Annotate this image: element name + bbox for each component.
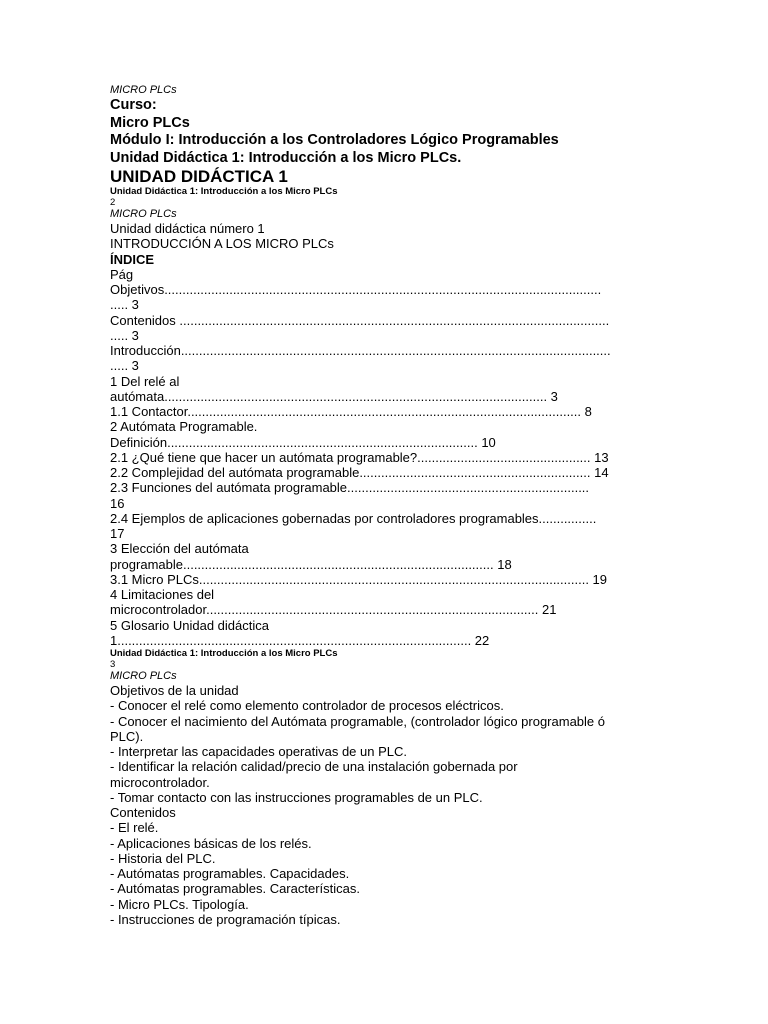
- document-line: Unidad Didáctica 1: Introducción a los Micro PLCs: [110, 648, 338, 659]
- document-line: - Instrucciones de programación típicas.: [110, 911, 341, 927]
- document-line: 1 Del relé al: [110, 373, 180, 389]
- document-line: Micro PLCs: [110, 114, 190, 131]
- document-line: - Aplicaciones básicas de los relés.: [110, 835, 312, 851]
- document-line: Pág: [110, 266, 134, 282]
- document-line: - Micro PLCs. Tipología.: [110, 896, 249, 912]
- document-line: - Identificar la relación calidad/precio de una instalación gobernada por: [110, 759, 518, 775]
- document-line: Objetivos.........................................................................................................................: [110, 282, 602, 297]
- document-line: ..... 3: [110, 327, 139, 343]
- document-line: - El relé.: [110, 820, 159, 836]
- document-line: UNIDAD DIDÁCTICA 1: [110, 167, 288, 186]
- document-line: Curso:: [110, 97, 157, 113]
- document-line: - Historia del PLC.: [110, 850, 216, 866]
- document-line: ÍNDICE: [110, 251, 155, 267]
- document-line: ..... 3: [110, 358, 139, 374]
- document-line: - Conocer el nacimiento del Autómata programable, (controlador lógico programable ó: [110, 713, 605, 729]
- document-line: INTRODUCCIÓN A LOS MICRO PLCs: [110, 236, 334, 252]
- document-line: 2 Autómata Programable.: [110, 419, 258, 435]
- document-line: MICRO PLCs: [110, 208, 177, 220]
- document-line: 5 Glosario Unidad didáctica: [110, 617, 269, 633]
- document-line: MICRO PLCs: [110, 84, 177, 96]
- document-line: MICRO PLCs: [110, 670, 177, 682]
- document-line: - Autómatas programables. Capacidades.: [110, 866, 350, 881]
- document-line: 2.1 ¿Qué tiene que hacer un autómata programable?................................................ 13: [110, 449, 609, 465]
- document-line: ..... 3: [110, 297, 139, 313]
- document-line: 2.3 Funciones del autómata programable...................................................................: [110, 480, 590, 496]
- document-line: PLC).: [110, 728, 144, 744]
- document-line: Unidad Didáctica 1: Introducción a los Micro PLCs.: [110, 149, 462, 166]
- document-line: 3.1 Micro PLCs............................................................................................................ 19: [110, 571, 608, 587]
- document-line: microcontrolador.: [110, 774, 210, 790]
- document-line: - Interpretar las capacidades operativas de un PLC.: [110, 744, 408, 759]
- document-line: Módulo I: Introducción a los Controladores Lógico Programables: [110, 132, 559, 148]
- document-line: Unidad Didáctica 1: Introducción a los Micro PLCs: [110, 186, 338, 197]
- document-page: [110, 84, 670, 927]
- document-line: 1.1 Contactor............................................................................................................. 8: [110, 404, 592, 419]
- document-line: 16: [110, 495, 125, 511]
- document-line: 3: [110, 659, 116, 670]
- document-line: Objetivos de la unidad: [110, 683, 239, 698]
- document-line: 2: [110, 197, 116, 208]
- document-line: - Autómatas programables. Características.: [110, 881, 360, 897]
- document-line: Introducción.......................................................................................................................: [110, 343, 611, 358]
- document-line: Definición...................................................................................... 10: [110, 434, 496, 450]
- document-line: 3 Elección del autómata: [110, 541, 249, 557]
- document-line: 2.4 Ejemplos de aplicaciones gobernadas por controladores programables................: [110, 510, 597, 526]
- document-line: 2.2 Complejidad del autómata programable................................................................ 14: [110, 465, 609, 480]
- document-line: Contenidos: [110, 805, 176, 820]
- document-line: 4 Limitaciones del: [110, 587, 215, 602]
- document-line: - Tomar contacto con las instrucciones programables de un PLC.: [110, 789, 483, 805]
- document-line: microcontrolador............................................................................................ 21: [110, 602, 557, 618]
- document-line: programable...................................................................................... 18: [110, 556, 512, 572]
- document-line: 1.................................................................................................. 22: [110, 632, 490, 648]
- document-line: 17: [110, 526, 125, 541]
- document-line: Unidad didáctica número 1: [110, 221, 265, 236]
- document-line: autómata.......................................................................................................... 3: [110, 388, 558, 404]
- document-line: Contenidos .......................................................................................................................: [110, 312, 610, 328]
- document-line: - Conocer el relé como elemento controlador de procesos eléctricos.: [110, 698, 504, 714]
